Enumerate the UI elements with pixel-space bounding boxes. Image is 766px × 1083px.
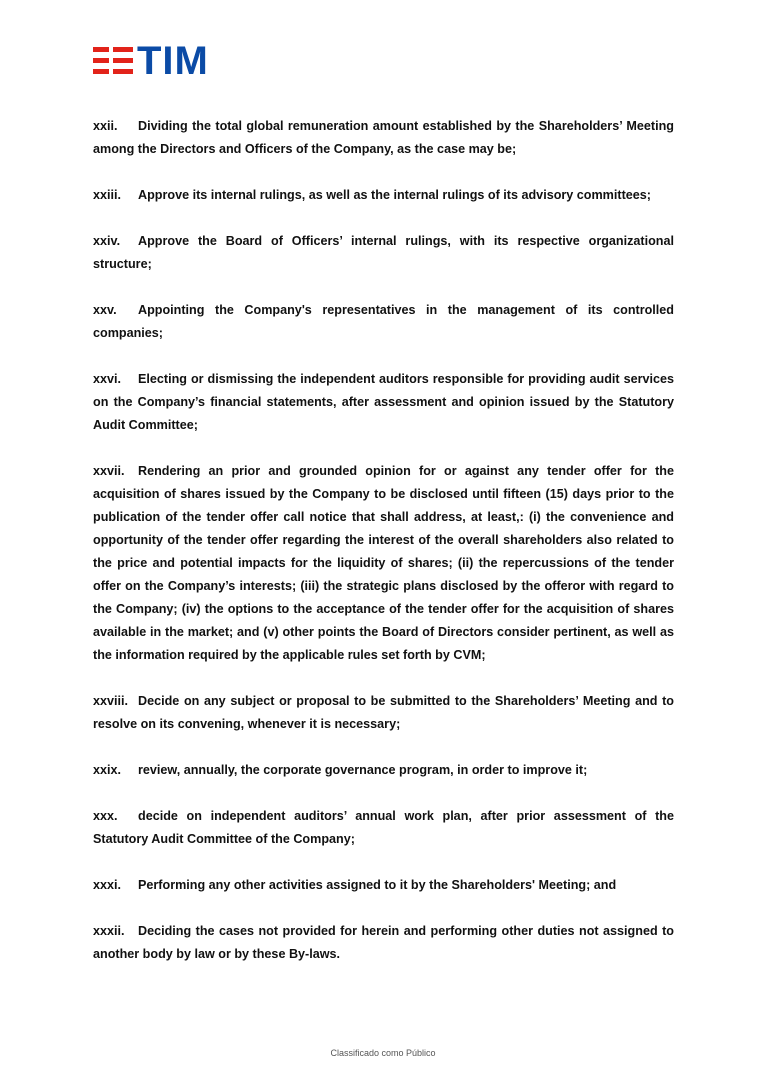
item-number: xxv. [93, 303, 117, 317]
item-text: review, annually, the corporate governance program, in order to improve it; [138, 763, 588, 777]
item-number: xxxii. [93, 924, 125, 938]
item-number: xxiii. [93, 188, 122, 202]
item-text: Rendering an prior and grounded opinion for or against any tender offer for the acquisition of shares issued by the Company to be disclosed until fifteen (15) days prior to the publication of the tender offer call notice that shall address, at least,: (i) the convenience and opportunity of the tender offer regarding the interest of the overall shareholders also related to the price and potential impacts for the liquidity of shares; (ii) the repercussions of the tender offer on the Company’s interests; (iii) the strategic plans disclosed by the offeror with regard to the Company; (iv) the options to the acceptance of the tender offer for the acquisition of shares available in the market; and (v) other points the Board of Directors consider pertinent, as well as the information required by the applicable rules set forth by CVM; [93, 464, 674, 662]
item-text: Deciding the cases not provided for herein and performing other duties not assigned to another body by law or by these By-laws. [93, 924, 674, 961]
tim-logo [93, 39, 209, 83]
item-text: Approve its internal rulings, as well as the internal rulings of its advisory committees; [138, 188, 651, 202]
list-item [93, 759, 674, 782]
document-body [93, 115, 674, 989]
list-item [93, 115, 674, 161]
list-item [93, 874, 674, 897]
item-text: decide on independent auditors’ annual work plan, after prior assessment of the Statutory Audit Committee of the Company; [93, 809, 674, 846]
classification-footer: Classificado como Público [330, 1048, 436, 1058]
item-text: Electing or dismissing the independent auditors responsible for providing audit services on the Company’s financial statements, after assessment and opinion issued by the Statutory Audit Committee; [93, 372, 674, 432]
tim-logo-mark-icon [93, 44, 133, 78]
item-text: Approve the Board of Officers’ internal rulings, with its respective organizational structure; [93, 234, 674, 271]
item-text: Decide on any subject or proposal to be submitted to the Shareholders’ Meeting and to resolve on its convening, whenever it is necessary; [93, 694, 674, 731]
list-item [93, 368, 674, 437]
list-item [93, 805, 674, 851]
item-number: xxvii. [93, 464, 125, 478]
item-number: xxii. [93, 119, 118, 133]
list-item [93, 299, 674, 345]
item-text: Appointing the Company's representatives in the management of its controlled companies; [93, 303, 674, 340]
item-number: xxviii. [93, 694, 129, 708]
logo-text: TIM [137, 39, 209, 83]
item-text: Dividing the total global remuneration amount established by the Shareholders’ Meeting among the Directors and Officers of the Company, as the case may be; [93, 119, 674, 156]
item-number: xxix. [93, 763, 122, 777]
list-item [93, 230, 674, 276]
item-text: Performing any other activities assigned to it by the Shareholders' Meeting; and [138, 878, 617, 892]
item-number: xxxi. [93, 878, 122, 892]
list-item [93, 184, 674, 207]
list-item [93, 690, 674, 736]
list-item [93, 460, 674, 667]
item-number: xxvi. [93, 372, 122, 386]
list-item [93, 920, 674, 966]
item-number: xxiv. [93, 234, 121, 248]
item-number: xxx. [93, 809, 118, 823]
